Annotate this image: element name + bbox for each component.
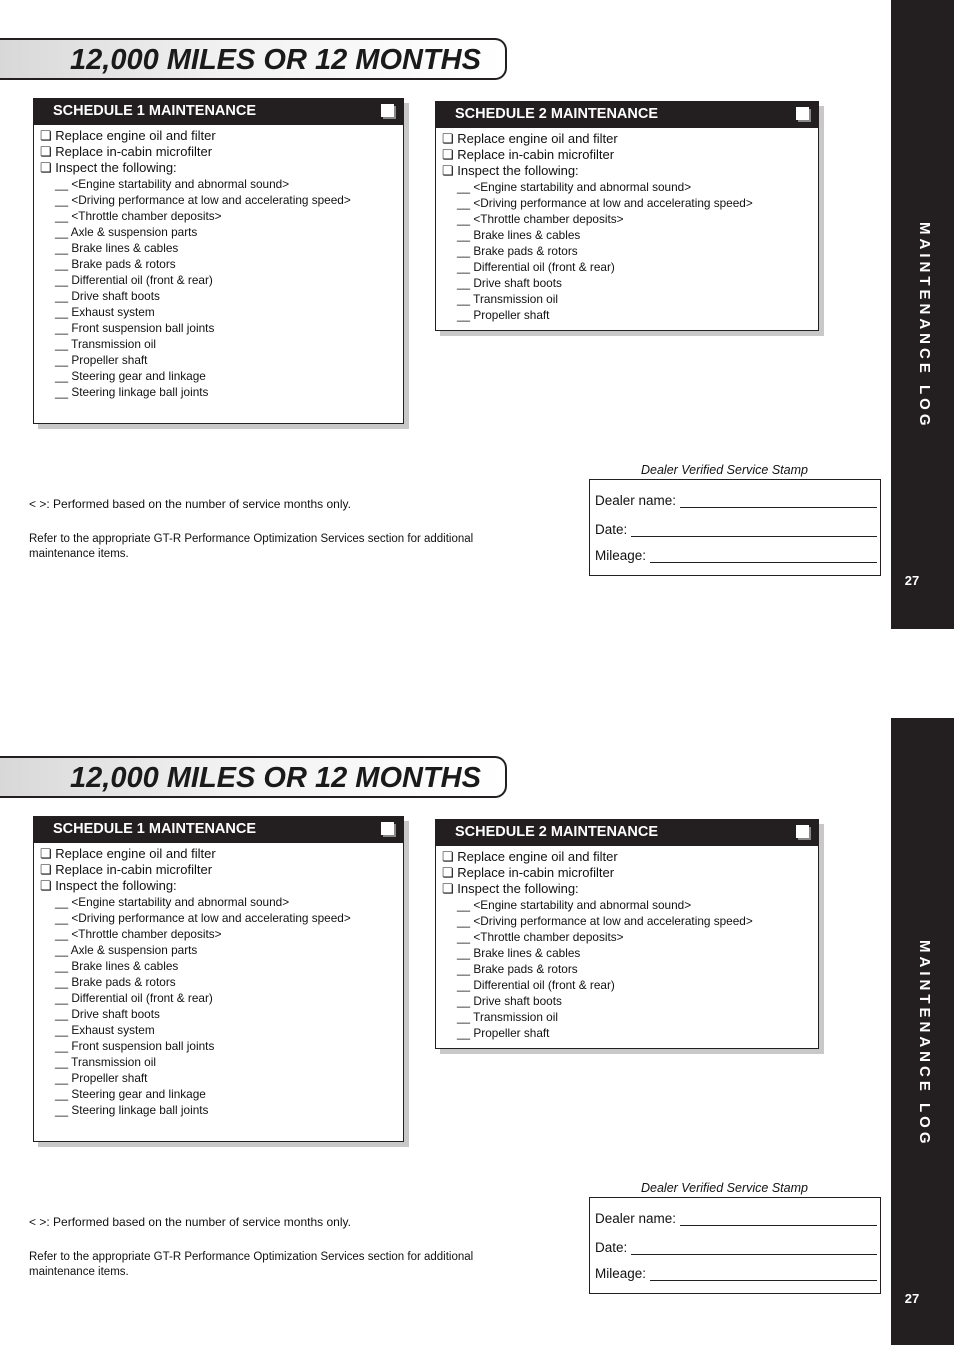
dealer-name-row (595, 1211, 877, 1226)
checkbox-icon[interactable] (796, 107, 809, 120)
dealer-stamp-box (589, 479, 881, 576)
checklist-item: ❏ Replace engine oil and filter (442, 849, 618, 864)
mileage-label: Mileage: (595, 1266, 647, 1281)
inspection-item: __ Steering gear and linkage (55, 369, 206, 383)
inspection-item: __ Axle & suspension parts (55, 943, 198, 957)
side-tab-label: MAINTENANCE LOG (916, 222, 933, 430)
schedule-1-title: SCHEDULE 1 MAINTENANCE (53, 103, 257, 119)
checklist-item: ❏ Inspect the following: (442, 163, 579, 178)
inspection-item: __ Drive shaft boots (55, 289, 160, 303)
inspection-item: __ <Engine startability and abnormal sound> (55, 895, 290, 909)
inspection-item: __ Drive shaft boots (457, 276, 562, 290)
checkbox-icon[interactable] (381, 822, 394, 835)
months-note: < >: Performed based on the number of service months only. (29, 1215, 351, 1229)
date-row (595, 522, 877, 537)
inspection-item: __ Drive shaft boots (457, 994, 562, 1008)
checklist-item: ❏ Inspect the following: (40, 160, 177, 175)
checklist-item: ❏ Replace engine oil and filter (442, 131, 618, 146)
date-label: Date: (595, 522, 628, 537)
inspection-item: __ Propeller shaft (55, 1071, 148, 1085)
inspection-item: __ Propeller shaft (457, 308, 550, 322)
checklist-item: ❏ Replace in-cabin microfilter (442, 865, 615, 880)
mileage-label: Mileage: (595, 548, 647, 563)
inspection-item: __ <Driving performance at low and accelerating speed> (55, 911, 351, 925)
dealer-name-row (595, 493, 877, 508)
refer-note: Refer to the appropriate GT-R Performance Optimization Services section for additional maintenance items. (29, 533, 474, 560)
checklist-item: ❏ Replace engine oil and filter (40, 128, 216, 143)
inspection-item: __ <Driving performance at low and accelerating speed> (457, 914, 753, 928)
schedule-1-header (34, 817, 403, 843)
mileage-row (595, 1266, 877, 1281)
stamp-title: Dealer Verified Service Stamp (641, 463, 808, 477)
checkbox-icon[interactable] (381, 104, 394, 117)
inspection-item: __ Differential oil (front & rear) (457, 260, 615, 274)
inspection-item: __ <Engine startability and abnormal sound> (457, 180, 692, 194)
date-label: Date: (595, 1240, 628, 1255)
schedule-2-list (442, 131, 753, 323)
page-number: 27 (904, 573, 920, 588)
inspection-item: __ Transmission oil (457, 1010, 558, 1024)
inspection-item: __ <Driving performance at low and accelerating speed> (55, 193, 351, 207)
schedule-2-header (436, 820, 818, 846)
schedule-1-box (33, 98, 404, 424)
inspection-item: __ Differential oil (front & rear) (457, 978, 615, 992)
checkbox-icon[interactable] (796, 825, 809, 838)
page-title-bar (0, 756, 507, 798)
inspection-item: __ <Throttle chamber deposits> (55, 927, 222, 941)
checklist-item: ❏ Replace in-cabin microfilter (442, 147, 615, 162)
dealer-name-field[interactable] (680, 1212, 877, 1226)
inspection-item: __ Steering linkage ball joints (55, 1103, 209, 1117)
inspection-item: __ Transmission oil (457, 292, 558, 306)
stamp-title: Dealer Verified Service Stamp (641, 1181, 808, 1195)
date-field[interactable] (631, 1241, 877, 1255)
inspection-item: __ Exhaust system (55, 1023, 155, 1037)
dealer-name-label: Dealer name: (595, 1211, 677, 1226)
checklist-item: ❏ Replace in-cabin microfilter (40, 862, 213, 877)
mileage-field[interactable] (650, 1267, 877, 1281)
mileage-row (595, 548, 877, 563)
refer-note: Refer to the appropriate GT-R Performance Optimization Services section for additional maintenance items. (29, 1251, 474, 1278)
inspection-item: __ Brake pads & rotors (457, 962, 578, 976)
inspection-item: __ Transmission oil (55, 1055, 156, 1069)
inspection-item: __ <Driving performance at low and accelerating speed> (457, 196, 753, 210)
inspection-item: __ Front suspension ball joints (55, 321, 215, 335)
inspection-item: __ <Throttle chamber deposits> (457, 212, 624, 226)
schedule-2-title: SCHEDULE 2 MAINTENANCE (455, 824, 659, 840)
inspection-item: __ Brake lines & cables (55, 959, 179, 973)
schedule-2-title: SCHEDULE 2 MAINTENANCE (455, 106, 659, 122)
inspection-item: __ Drive shaft boots (55, 1007, 160, 1021)
maintenance-page-2 (0, 718, 954, 1348)
inspection-item: __ Brake lines & cables (457, 946, 581, 960)
checklist-item: ❏ Inspect the following: (442, 881, 579, 896)
side-tab (891, 0, 954, 629)
date-field[interactable] (631, 523, 877, 537)
inspection-item: __ Steering linkage ball joints (55, 385, 209, 399)
maintenance-page-1 (0, 0, 954, 630)
inspection-item: __ Brake pads & rotors (55, 975, 176, 989)
inspection-item: __ Transmission oil (55, 337, 156, 351)
checklist-item: ❏ Inspect the following: (40, 878, 177, 893)
page-title: 12,000 MILES OR 12 MONTHS (70, 44, 481, 76)
inspection-item: __ <Throttle chamber deposits> (457, 930, 624, 944)
inspection-item: __ <Throttle chamber deposits> (55, 209, 222, 223)
inspection-item: __ Axle & suspension parts (55, 225, 198, 239)
inspection-item: __ <Engine startability and abnormal sound> (55, 177, 290, 191)
inspection-item: __ Differential oil (front & rear) (55, 991, 213, 1005)
page-number: 27 (904, 1291, 920, 1306)
side-tab (891, 718, 954, 1345)
inspection-item: __ Propeller shaft (55, 353, 148, 367)
inspection-item: __ Brake lines & cables (457, 228, 581, 242)
schedule-2-box (435, 819, 819, 1049)
schedule-1-list (40, 846, 351, 1118)
schedule-1-list (40, 128, 351, 400)
page-title: 12,000 MILES OR 12 MONTHS (70, 762, 481, 794)
schedule-1-box (33, 816, 404, 1142)
months-note: < >: Performed based on the number of service months only. (29, 497, 351, 511)
date-row (595, 1240, 877, 1255)
schedule-1-title: SCHEDULE 1 MAINTENANCE (53, 821, 257, 837)
inspection-item: __ Propeller shaft (457, 1026, 550, 1040)
schedule-2-list (442, 849, 753, 1041)
page-title-bar (0, 38, 507, 80)
schedule-1-header (34, 99, 403, 125)
inspection-item: __ Front suspension ball joints (55, 1039, 215, 1053)
inspection-item: __ Brake pads & rotors (457, 244, 578, 258)
inspection-item: __ Exhaust system (55, 305, 155, 319)
inspection-item: __ Steering gear and linkage (55, 1087, 206, 1101)
dealer-name-field[interactable] (680, 494, 877, 508)
inspection-item: __ Differential oil (front & rear) (55, 273, 213, 287)
inspection-item: __ Brake lines & cables (55, 241, 179, 255)
schedule-2-box (435, 101, 819, 331)
side-tab-label: MAINTENANCE LOG (916, 940, 933, 1148)
mileage-field[interactable] (650, 549, 877, 563)
inspection-item: __ Brake pads & rotors (55, 257, 176, 271)
checklist-item: ❏ Replace in-cabin microfilter (40, 144, 213, 159)
dealer-name-label: Dealer name: (595, 493, 677, 508)
checklist-item: ❏ Replace engine oil and filter (40, 846, 216, 861)
dealer-stamp-box (589, 1197, 881, 1294)
schedule-2-header (436, 102, 818, 128)
inspection-item: __ <Engine startability and abnormal sound> (457, 898, 692, 912)
